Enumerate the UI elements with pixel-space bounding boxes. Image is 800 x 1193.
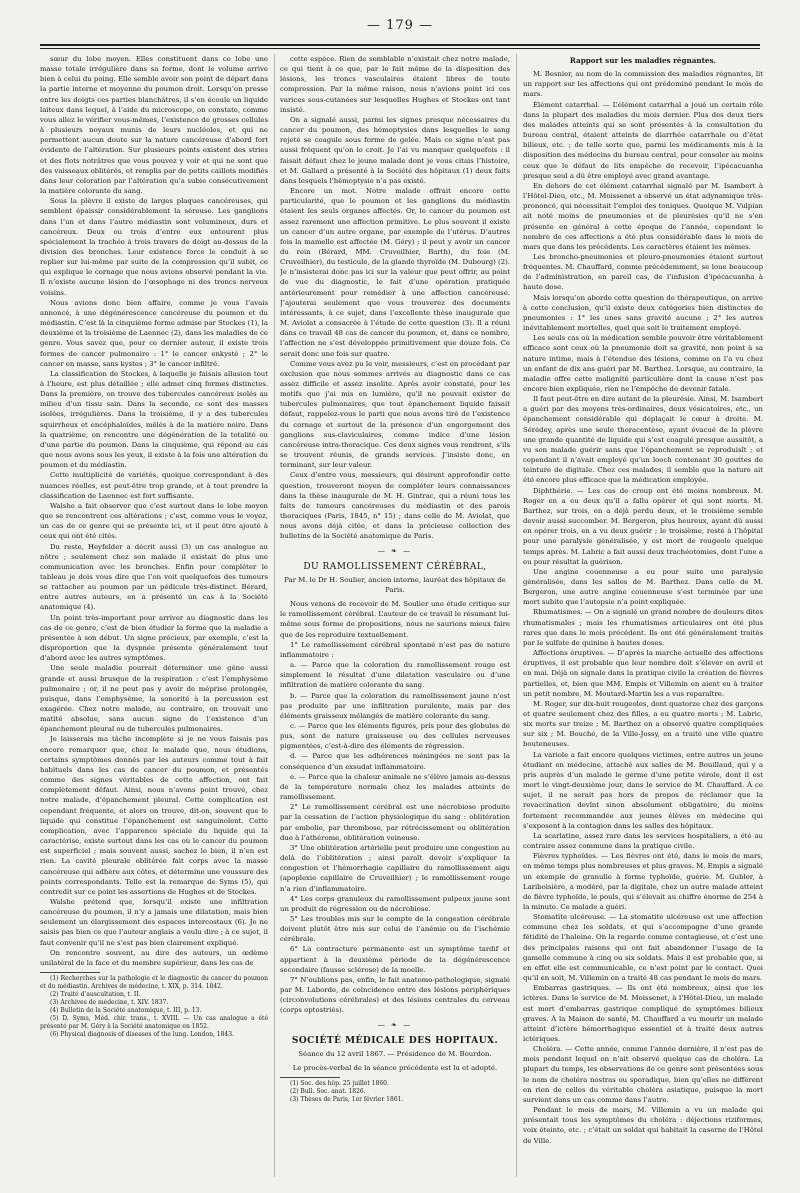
paragraph: La variole a fait encore quelques victimes, entre autres un jeune étudiant en médecine, attaché aux salles de M. Bouillaud, qui y a pris auprès d’un malade le germe d’une petite vérole, dont il est mort le vingt-deuxième jour, dans le service de M. Chauffard. À ce sujet, il ne serait pas hors de propos de réclamer que la revaccination devînt sinon absolument obligatoire, du moins fortement recommandée aux jeunes élèves en médecine qui s’exposent à la contagion dans les salles des hôpitaux. (523, 750, 763, 830)
header-rule (40, 44, 760, 46)
footnote: (2) Traité d’auscultation, t. II. (50, 991, 141, 999)
paragraph: e. — Parce que la chaleur animale ne s’élève jamais au-dessus de la température normale chez les malades atteints de ramollissement. (280, 772, 510, 802)
column-divider (516, 54, 517, 1177)
footnotes (40, 975, 268, 1039)
footnote: (6) Physical diagnosis of diseases of the lung. London, 1843. (50, 1031, 234, 1039)
paragraph: Walshe a fait observer que c’est surtout dans le lobe moyen que se rencontrent ces altérations ; c’est, comme vous le voyez, un cas de ce genre qui se présente ici, et il peut être ajouté à ceux qui ont été cités. (40, 501, 268, 541)
paragraph: Stomatite ulcéreuse. — La stomatite ulcéreuse est une affection commune chez les soldats, et qui s’accompagne d’une grande fétidité de l’haleine. On la regarde comme contagieuse, et c’est une des principales raisons qui ont fait abandonner l’usage de la gamelle commune à cinq ou six soldats. Mais il est probable que, si en effet elle est communicable, ce n’est point par le contact. Quoi qu’il en soit, M. Villemin en a traité 48 cas pendant le mois de mars. (523, 913, 763, 983)
paragraph: Encore un mot. Notre malade offrait encore cette particularité, que le poumon et les ganglions du médiastin étaient les seuls organes affectés. Or, le cancer du poumon est assez rarement une affection primitive. Le plus souvent il existe un cancer d’un autre organe, par exemple de l’utérus. D’autres fois la mamelle est affectée (M. Géry) ; il peut y avoir un cancer du rein (Bérard, MM. Cruveilhier, Barth), du foie (M. Cruveilhier), du testicule, de la glande thyroïde (M. Dubourg) (2). Je n’insisterai donc pas ici sur la valeur que peut offrir, au point de vue du diagnostic, le fait d’une opération pratiquée antérieurement pour remédier à une affection cancéreuse. J’ajouterai seulement que vous trouverez des documents intéressants, à ce sujet, dans l’excellente thèse inaugurale que M. Aviolat a consacrée à l’étude de cette question (3). Il a réuni dans ce travail 48 cas de cancer du poumon, et, dans ce nombre, l’affection ne s’est développée primitivement que douze fois. Ce serait donc une fois sur quatre. (280, 187, 510, 358)
paragraph: 6° La contracture permanente est un symptôme tardif et appartient à la deuxième période de la dégénérescence secondaire (fausse sclérose) de la moelle. (280, 945, 510, 974)
minutes-line: Le procès-verbal de la séance précédente est lu et adopté. (292, 1064, 498, 1072)
article-body (280, 599, 510, 1015)
paragraph: 1° Le ramollissement cérébral spontané n’est pas de nature inflammatoire : (280, 640, 510, 659)
paragraph: 7° N’oublions pas, enfin, le fait anatomo-pathologique, signalé par M. Laborde, de coïncidence entre des lésions périphériques (circonvolutions cérébrales) et des lésions centrales du cerveau (corps optostriés). (280, 975, 510, 1015)
footnote: (1) Soc. des hôp. 25 juillet 1860. (290, 1080, 389, 1088)
paragraph: Embarras gastriques. — Ils ont été nombreux, ainsi que les ictères. Dans le service de M. Moissenet, à l’Hôtel-Dieu, un malade est mort d’embarras gastrique compliqué de symptômes bilieux graves. À la Maison de santé, M. Chauffard a vu mourir un malade atteint d’ictère hémorrhagique essentiel et à traité deux autres ictériques. (523, 984, 763, 1043)
paragraph: Cette multiplicité de variétés, quoique correspondant à des nuances réelles, est peut-être trop grande, et à tout prendre la classification de Laennec est fort suffisante. (40, 471, 268, 500)
paragraph: On a signalé aussi, parmi les signes presque nécessaires du cancer du poumon, des hémoptysies dans lesquelles le sang rejeté se coagule sous forme de gelée. Mais ce signe n’est pas aussi fréquent qu’on le croit. Je l’ai vu manquer quelquefois : il faisait défaut chez le jeune malade dont je vous citais l’histoire, et M. Gallard a présenté à la Société des hôpitaux (1) deux faits dans lesquels l’hémoptysie n’a pas existé. (280, 115, 510, 185)
header-rule-thin (40, 48, 760, 49)
section-ornament: — ❧ — (377, 1020, 413, 1029)
section-byline: Par M. le Dr H. Soulier, ancien interne, lauréat des hôpitaux de Paris. (284, 575, 506, 594)
paragraph: Du reste, Heyfelder a décrit aussi (3) un cas analogue au nôtre ; seulement chez son malade il existait de plus une communication avec les bronches. Enfin pour compléter le tableau je dois vous dire que l’on voit quelquefois des tumeurs se rattacher au poumon par un pédicule très-distinct. Bérard, entre autres auteurs, en a présenté un cas à la Société anatomique (4). (40, 542, 268, 612)
paragraph: c. — Parce que les éléments figurés, pris pour des globules de pus, sont de nature graisseuse ou des cellules nerveuses pigmentées, c’est-à-dire des éléments de régression. (280, 722, 510, 751)
paragraph: Sous la plèvre il existe de larges plaques cancéreuses, qui semblent épaissir considérablement la séreuse. Les ganglions dans l’un et dans l’autre médiastin sont volumineux, durs et cancéreux. Deux ou trois d’entre eux entourent plus spécialement la trachée à trois travers de doigt au-dessus de la division des bronches. Leur existence force le conduit à se replier sur lui-même par suite de la compression qu’il subit, ce qui explique le cornage que nous avions observé pendant la vie. Il n’existe aucune lésion de l’œsophage ni des troncs nerveux voisins. (40, 197, 268, 297)
paragraph: Nous avions donc bien affaire, comme je vous l’avais annoncé, à une dégénérescence cancéreuse du poumon et du médiastin. C’est là la cinquième forme admise par Stockes (1), la deuxième et la troisième de Laennec (2), dans les maladies de ce genre. Vous savez que, pour ce dernier auteur, il existe trois formes de cancer pulmonaire : 1° le cancer enkysté ; 2° le cancer en masse, sans kystes ; 3° le cancer infiltré. (40, 298, 268, 368)
footnote: (3) Archives de médecine, t. XIV. 1837. (50, 999, 169, 1007)
paragraph: Comme vous avez pu le voir, messieurs, c’est en procédant par exclusion que nous sommes arrivés au diagnostic dans ce cas assez difficile et assez insolite. Après avoir constaté, pour les motifs que j’ai mis en lumière, qu’il ne pouvait exister de tubercules pulmonaires, que tout épanchement liquide faisait défaut, rappelez-vous le parti que nous avons tiré de l’existence du cornage et surtout de la présence d’un engorgement des ganglions sus-claviculaires, comme indice d’une lésion cancéreuse intra-thoracique. Ces deux signes vous rendront, s’ils se trouvent réunis, de grands services. J’insiste donc, en terminant, sur leur valeur. (280, 359, 510, 470)
footnote: (4) Bulletin de la Société anatomique, t. III, p. 13. (50, 1007, 202, 1015)
paragraph: Rhumatismes. — On a signalé un grand nombre de douleurs dites rhumatismales ; mais les rhumatismes articulaires ont été plus rares que dans le mois précédent. Ils ont été généralement traités par le sulfate de quinine à hautes doses. (523, 608, 763, 647)
article-body (40, 54, 268, 968)
section-ornament: — ❧ — (377, 546, 413, 555)
meeting-line: Séance du 12 avril 1867. — Présidence de M. Bourdon. (298, 1049, 492, 1058)
footnote-rule (280, 1077, 340, 1078)
paragraph: En dehors de cet élément catarrhal signalé par M. Isambert à l’Hôtel-Dieu, etc., M. Moissenet a observé un état adynamique très-prononcé, qui nécessitait l’emploi des toniques. Quoique M. Vulpian ait noté moins de pneumonies et de pleurésies qu’il ne s’en présente en général à cette époque de l’année, cependant le nombre de ces affections a été plus considérable dans le mois de mars que dans les précédents. Les caractères étaient les mêmes. (523, 181, 763, 251)
footnote-rule (40, 972, 100, 973)
footnote: (3) Thèses de Paris, 1er février 1861. (290, 1096, 404, 1104)
paragraph: cette espèce. Rien de semblable n’existait chez notre malade, ce qui tient à ce que, par le fait même de la disposition des lésions, les troncs vasculaires étaient libres de toute compression. Par la même raison, nous n’avions point ici ces varices sous-cutanées sur lesquelles Hughes et Stockes ont tant insisté. (280, 55, 510, 114)
paragraph: a. — Parce que la coloration du ramollissement rouge est simplement le résultat d’une dilatation vasculaire ou d’une infiltration de matière colorante du sang. (280, 661, 510, 690)
column-middle (280, 54, 510, 1187)
footnotes (280, 1080, 510, 1104)
paragraph: Un point très-important pour arriver au diagnostic dans les cas de ce genre, c’est de bien étudier la forme que la maladie a présentée à son début. Un signe précieux, par exemple, c’est la disproportion que la dyspnée présente généralement tout d’abord avec les autres symptômes. (40, 613, 268, 663)
column-left (40, 54, 268, 1187)
footnote: (5) D. Syms, Méd. chir. trans., t. XVIII. — Un cas analogue a été présenté par M. Géry à la Société anatomique en 1852. (40, 1015, 268, 1031)
paragraph: Il faut peut-être en dire autant de la pleurésie. Ainsi, M. Isambert a guéri par des moyens très-ordinaires, deux vésicatoires, etc., un épanchement considérable qui déplaçait le cœur à droite. M. Sérédey, après une seule thoracentèse, ayant évacué de la plèvre une grande quantité de liquide qui s’est coagulé presque aussitôt, a vu son malade guérir sans que l’épanchement se reproduisît ; et cependant il n’avait employé qu’un looch contenant 30 gouttes de teinture de digitale. Chez ces malades, il semble que la nature ait été encore plus efficace que la médication employée. (523, 395, 763, 485)
paragraph: 3° Une oblitération artérielle peut produire une congestion au delà de l’oblitération ; ainsi paraît devoir s’expliquer la congestion et l’hémorrhagie capillaire du ramollissement aigu (apoplexie capillaire de Cruveilhier) ; le ramollissement rouge n’a rien d’inflammatoire. (280, 843, 510, 893)
paragraph: On rencontre souvent, au dire des auteurs, un œdème unilatéral de la face et du membre supérieur, dans les cas de (40, 948, 268, 967)
column-right (523, 54, 763, 1187)
column-divider (274, 54, 275, 1177)
paragraph: Pendant le mois de mars, M. Villemin a vu un malade qui présentait tous les symptômes du choléra : déjections riziformes, voix éteinte, etc. ; c’était un soldat qui habitait la caserne de l’Hôtel de Ville. (523, 1106, 763, 1145)
paragraph: Mais lorsqu’on aborde cette question de thérapeutique, on arrive à cette conclusion, qu’il existe deux catégories bien distinctes de pneumonies : 1° les unes sans gravité aucune ; 2° les autres inévitablement mortelles, quel que soit le traitement employé. (523, 293, 763, 333)
paragraph: b. — Parce que la coloration du ramollissement jaune n’est pas produite par une infiltration purulente, mais par des éléments graisseux mélangés de matière colorante du sang. (280, 691, 510, 720)
paragraph: 5° Les troubles mis sur le compte de la congestion cérébrale doivent plutôt être mis sur celui de l’anémie ou de l’ischémie cérébrale. (280, 914, 510, 944)
paragraph: Fièvres typhoïdes. — Les fièvres ont été, dans le mois de mars, en même temps plus nombreuses et plus graves. M. Empis a signalé un exemple de granulie à forme typhoïde, guérie. M. Gubler, à Lariboisière, a modéré, par la digitale, chez un autre malade atteint de fièvre typhoïde, le pouls, qui s’élevait au chiffre énorme de 254 à la minute. Ce malade a guéri. (523, 852, 763, 911)
paragraph: M. Roger, sur dix-huit rougeoles, dont quatorze chez des garçons et quatre seulement chez des filles, a eu quatre morts ; M. Labric, six morts sur treize ; M. Barthez en a observé quatre compliquées sur six ; M. Bouché, de la Ville-Jossy, en a traité une ville quatre bouteneuses. (523, 699, 763, 749)
section-title: SOCIÉTÉ MÉDICALE DES HOPITAUX. (291, 1035, 499, 1046)
paragraph: Nous venons de recevoir de M. Soulier une étude critique sur le ramollissement cérébral. L’auteur de ce travail le résumant lui-même sous forme de propositions, nous ne saurions mieux faire que de les reproduire textuellement. (280, 600, 510, 639)
report-title: Rapport sur les maladies régnantes. (569, 56, 717, 65)
paragraph: d. — Parce que les adhérences méningées ne sont pas la conséquence d’un exsudat inflammatoire. (280, 752, 510, 771)
paragraph: Ceux d’entre vous, messieurs, qui désirent approfondir cette question, trouveront moyen de compléter leurs connaissances dans la thèse inaugurale de M. H. Gintrac, qui a réuni tous les faits de tumeurs cancéreuses du médiastin et des parois thoraciques (Paris, 1845, n° 15) ; dans celle de M. Aviolat, que nous avons déjà citée, et dans la précieuse collection des bulletins de la Société anatomique de Paris. (280, 471, 510, 541)
paragraph: La scarlatine, assez rare dans les services hospitaliers, a été au contraire assez commune dans la pratique civile. (523, 831, 763, 851)
section-title: DU RAMOLLISSEMENT CÉRÉBRAL, (303, 561, 487, 572)
paragraph: Je laisserais ma tâche incomplète si je ne vous faisais pas encore remarquer que, chez le malade que, nous étudions, certains symptômes donnés par les auteurs comme tout à fait habituels dans les cas de cancer du poumon, et présentés comme des signes véritables de cette affection, ont fait complètement défaut. Ainsi, nous n’avons point trouvé, chez notre malade, d’épanchement pleural. Cette complication est cependant fréquente, et alors on trouve, dit-on, souvent que le liquide qui constitue l’épanchement est sanguinolent. Cette complication, avec l’apparence spéciale du liquide qui la caractérise, existe surtout dans les cas où le cancer du poumon est superficiel ; mais souvent aussi, sachez le bien, il n’en est rien. La cavité pleurale oblitérée fait corps avec la masse cancéreuse qui adhère aux côtes, et détermine une voussure des points correspondants. Telle est la remarque de Syms (5), qui contredit sur ce point les assertions de Hughes et de Stockes. (40, 735, 268, 896)
paragraph: 2° Le ramollissement cérébral est une nécrobiose produite par la cessation de l’action physiologique du sang : oblitération par embolie, par thrombose, par rétrécissement ou oblitération due à l’athérome, oblitération veineuse. (280, 803, 510, 842)
paragraph: Choléra. — Cette année, comme l’année dernière, il n’est pas de mois pendant lequel on n’ait observé quelque cas de choléra. La plupart du temps, les observations de ce genre sont présentées sous le nom de choléra nostras ou sporadique, bien qu’elles ne diffèrent en rien de celles du véritable choléra asiatique, puisque la mort survient dans un cas comme dans l’autre. (523, 1045, 763, 1104)
paragraph: Walshe prétend que, lorsqu’il existe une infiltration cancéreuse du poumon, il n’y a jamais une dilatation, mais bien seulement un élargissement des espaces intercostaux (6). Je ne saisis pas bien ce que l’auteur anglais a voulu dire ; à ce sujet, il faut convenir qu’il ne s’est pas bien clairement expliqué. (40, 897, 268, 947)
paragraph: Affections éruptives. — D’après la marche actuelle des affections éruptives, il est probable que leur nombre doit s’élever en avril et en mai. Déjà on signale dans la pratique civile la création de fièvres partielles, et, bien que MM. Empis et Villemin en aient eu à traiter un petit nombre, M. Moutard-Martin les a vus reparaître. (523, 649, 763, 698)
paragraph: sœur du lobe moyen. Elles constituent dans ce lobe une masse totale irrégulière dans sa forme, dont le volume arrive bien à celui du poing. Elle semble avoir son point de départ dans la partie interne et moyenne du poumon droit. Lorsqu’on presse entre les doigts ces parties blanchâtres, il s’en écoule un liquide laiteux dans lequel, à l’aide du microscope, on constate, comme vous allez le vérifier vous-mêmes, l’existence de grosses cellules à plusieurs noyaux munis de leurs nucléoles, et qui ne permettent aucun doute sur la nature cancéreuse d’abord fort évidente de l’altération. Sur plusieurs points existent des stries et des flots notrâtres que vous pouvez y voir et qui ne sont que des vaisseaux oblitérés, et remplis par de petits caillots modifiés dans leur coloration par l’altération qu’a subie consécutivement la matière colorante du sang. (40, 55, 268, 196)
page-number: — 179 — (366, 18, 434, 33)
article-body (280, 54, 510, 542)
paragraph: Les seuls cas où la médication semble pouvoir être véritablement efficace sont ceux où la pneumonie doit sa gravité, non point à sa nature intime, mais à l’étendue des lésions, comme on l’a vu chez un enfant de dix ans guéri par M. Barthez. Lorsque, au contraire, la maladie offre cette malignité particulière dont la cause n’est pas encore bien expliquée, rien ne l’empêche de devenir fatale. (523, 334, 763, 393)
paragraph: M. Besnier, au nom de la commission des maladies régnantes, lit un rapport sur les affections qui ont prédominé pendant le mois de mars. (523, 70, 763, 99)
footnote: (2) Bull. Soc. anat. 1826. (290, 1088, 366, 1096)
paragraph: Les broncho-pneumonies et pleuro-pneumonies étaient surtout fréquentes. M. Chauffard, comme précédemment, se loue beaucoup de l’administration, en pareil cas, de l’infusion d’ipécacuanha à haute dose. (523, 252, 763, 292)
paragraph: Élément catarrhal. — L’élément catarrhal a joué un certain rôle dans la plupart des maladies du mois dernier. Plus des deux tiers des malades atteints qui se sont présentés à la consultation du bureau central, étaient atteints de diarrhée catarrhale ou d’état bilieux, etc. ; de telle sorte que, parmi les médicaments mis à la disposition des médecins du bureau central, pour consoler au moins ceux que le défaut de lits empêche de recevoir, l’ipécacuanha presque seul a dû être employé avec grand avantage. (523, 100, 763, 180)
paragraph: La classification de Stockes, à laquelle je faisais allusion tout à l’heure, est plus détaillée ; elle admet cinq formes distinctes. Dans la première, on trouve des tubercules cancéreux isolés au milieu d’un tissu sain. Dans la seconde, ce sont des masses isolées, irrégulières. Dans la troisième, il y a des tubercules squirrheux et encéphaloïdes, mêlés à de la matière noire. Dans la quatrième, on rencontre une dégénération de la totalité ou d’une partie du poumon. Dans la cinquième, qui répond au cas que nous avons sous les yeux, il existe à la fois une altération du poumon et du médiastin. (40, 369, 268, 470)
paragraph: Une angine couenneuse a eu pour suite une paralysie généralisée, dans les salles de M. Barthez. Dans celle de M. Bergeron, une autre angine couenneuse s’est terminée par une mort subite que l’autopsie n’a point expliquée. (523, 567, 763, 607)
report-body (523, 69, 763, 1146)
paragraph: Une seule maladie pourrait déterminer une gêne aussi grande et aussi brusque de la respiration : c’est l’emphysème pulmonaire ; or, il ne peut pas y avoir de méprise prolongée, puisque, dans l’emphysème, la sonorité à la percussion est exagérée. Chez notre malade, au contraire, on trouvait une matité absolue, sans aucun signe de l’existence d’un épanchement pleural ou de tubercules pulmonaires. (40, 664, 268, 734)
paragraph: Diphthérie. — Les cas de croup ont été moins nombreux. M. Roger en a eu deux qu’il a fallu opérer et qui sont morts. M. Barthez, sur trois, en a déjà perdu deux, et le troisième semble devoir aussi succomber. M. Bergeron, plus heureux, ayant dû aussi en opérer trois, en a vu deux guérir ; le troisième, resté à l’hôpital pour une paralysie généralisée, y est mort de rougeole quelque temps après. M. Labric a fait aussi deux trachéotomies, dont l’une a eu pour résultat la guérison. (523, 486, 763, 566)
footnote: (1) Recherches sur la pathologie et le diagnostic du cancer du poumon et du médiastin. Archives de médecine, t. XIX, p. 314. 1842. (40, 975, 268, 991)
paragraph: 4° Les corps granuleux du ramollissement pulpeux jaune sont un produit de régression ou de nécrobiose. (280, 894, 510, 913)
